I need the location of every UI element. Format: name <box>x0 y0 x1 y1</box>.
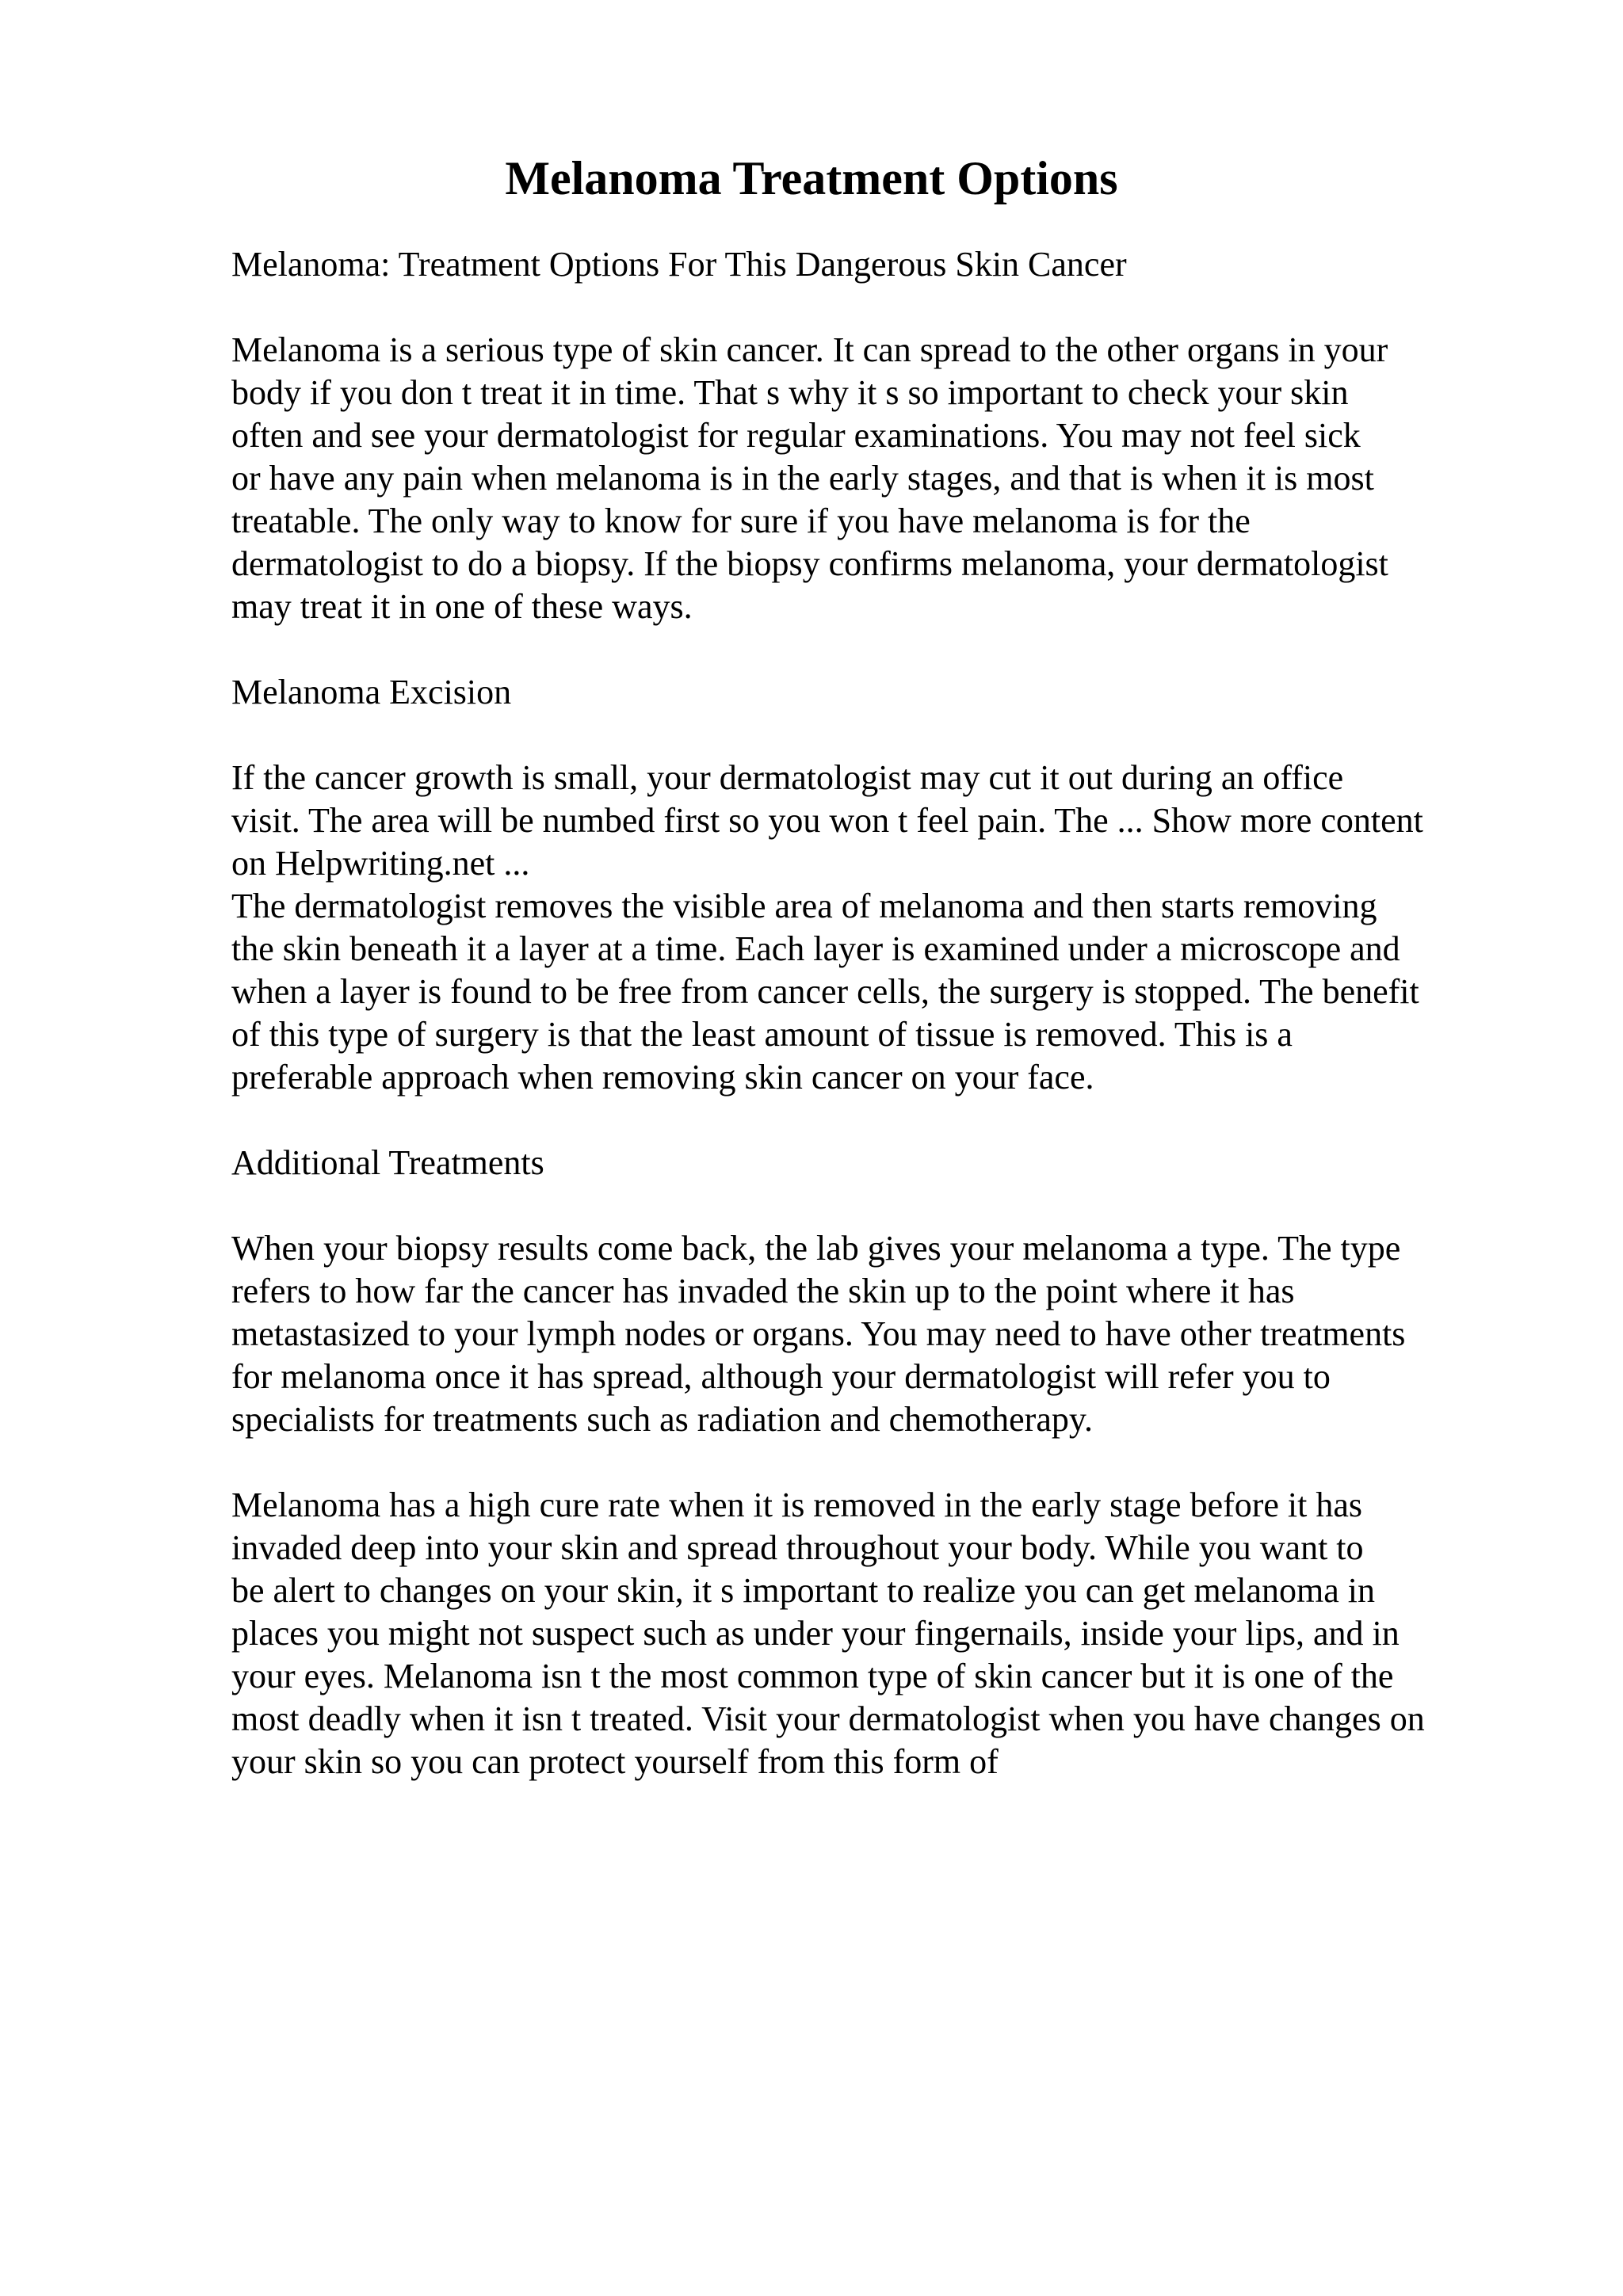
excision-paragraph <box>231 757 1515 885</box>
text-line: invaded deep into your skin and spread throughout your body. While you want to <box>231 1528 1364 1567</box>
text-line: Melanoma has a high cure rate when it is removed in the early stage before it has <box>231 1486 1363 1524</box>
text-line: or have any pain when melanoma is in the early stages, and that is when it is most <box>231 459 1374 498</box>
text-line: places you might not suspect such as under your fingernails, inside your lips, and in <box>231 1614 1400 1653</box>
text-line: for melanoma once it has spread, although your dermatologist will refer you to <box>231 1357 1331 1396</box>
text-line: of this type of surgery is that the least amount of tissue is removed. This is a <box>231 1015 1293 1054</box>
section-heading-additional-treatments <box>231 1142 1515 1184</box>
text-line: metastasized to your lymph nodes or organs. You may need to have other treatments <box>231 1314 1406 1353</box>
text-line: preferable approach when removing skin cancer on your face. <box>231 1058 1094 1097</box>
text-line: your skin so you can protect yourself from this form of <box>231 1742 999 1781</box>
text-line: dermatologist to do a biopsy. If the biopsy confirms melanoma, your dermatologist <box>231 544 1388 583</box>
text-line: often and see your dermatologist for regular examinations. You may not feel sick <box>231 416 1361 455</box>
mohs-paragraph <box>231 885 1515 1099</box>
conclusion-paragraph <box>231 1484 1515 1783</box>
text-line: Melanoma Excision <box>231 673 512 711</box>
text-line: visit. The area will be numbed first so you won t feel pain. The ... Show more content <box>231 801 1423 840</box>
text-line: The dermatologist removes the visible area of melanoma and then starts removing <box>231 887 1377 925</box>
text-line: Melanoma is a serious type of skin cancer. It can spread to the other organs in your <box>231 330 1388 369</box>
text-line: Additional Treatments <box>231 1143 544 1182</box>
text-line: most deadly when it isn t treated. Visit your dermatologist when you have changes on <box>231 1699 1425 1738</box>
text-line: treatable. The only way to know for sure if you have melanoma is for the <box>231 502 1251 540</box>
text-line: body if you don t treat it in time. That s why it s so important to check your skin <box>231 373 1349 412</box>
text-line: specialists for treatments such as radiation and chemotherapy. <box>231 1400 1094 1439</box>
document-body <box>231 243 1515 1826</box>
intro-paragraph <box>231 329 1515 628</box>
section-heading-excision <box>231 671 1515 714</box>
text-line: your eyes. Melanoma isn t the most common type of skin cancer but it is one of the <box>231 1657 1394 1695</box>
document-subtitle: Melanoma: Treatment Options For This Dangerous Skin Cancer <box>231 245 1127 284</box>
text-line: refers to how far the cancer has invaded the skin up to the point where it has <box>231 1272 1295 1310</box>
text-line: When your biopsy results come back, the lab gives your melanoma a type. The type <box>231 1229 1401 1268</box>
text-line: when a layer is found to be free from cancer cells, the surgery is stopped. The benefit <box>231 972 1419 1011</box>
text-line: on Helpwriting.net ... <box>231 844 530 883</box>
page-title: Melanoma Treatment Options <box>505 152 1118 204</box>
text-line: the skin beneath it a layer at a time. Each layer is examined under a microscope and <box>231 929 1400 968</box>
additional-treatments-paragraph <box>231 1227 1515 1441</box>
text-line: If the cancer growth is small, your dermatologist may cut it out during an office <box>231 758 1344 797</box>
text-line: may treat it in one of these ways. <box>231 587 693 626</box>
text-line: be alert to changes on your skin, it s important to realize you can get melanoma in <box>231 1571 1376 1610</box>
